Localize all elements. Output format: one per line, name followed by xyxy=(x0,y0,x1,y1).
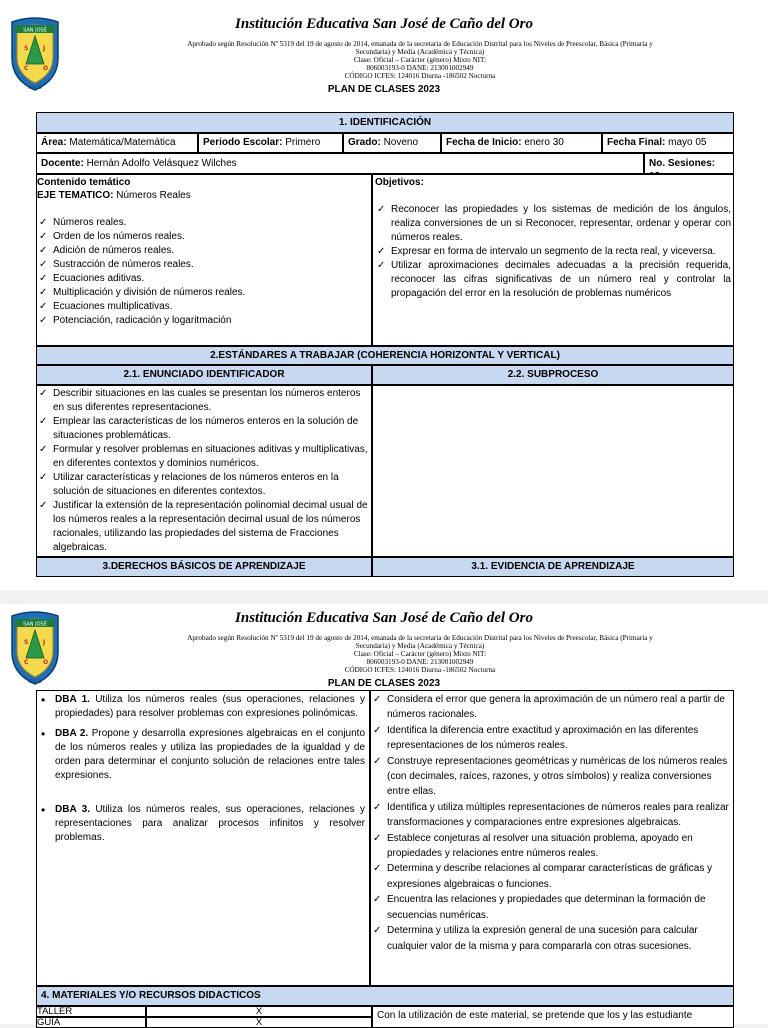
logo-foot-text: IESCO xyxy=(28,86,42,91)
evidencia-heading: 3.1. EVIDENCIA DE APRENDIZAJE xyxy=(372,557,734,577)
logo-letter-s: S xyxy=(24,45,29,52)
logo-banner-text: SAN JOSÉ xyxy=(23,621,47,628)
docente-cell xyxy=(36,153,644,174)
materiales-heading: 4. MATERIALES Y/O RECURSOS DIDACTICOS xyxy=(36,986,734,1006)
list-item: ✓ Orden de los números reales. xyxy=(37,230,371,244)
area-cell xyxy=(36,133,198,153)
document-header xyxy=(0,14,768,98)
logo-letter-c: C xyxy=(24,65,29,72)
plan-title: PLAN DE CLASES 2023 xyxy=(327,678,441,689)
dba-label: DBA 2. xyxy=(55,728,89,739)
dba-text: Utiliza los números reales, sus operaciones, relaciones y representaciones para analizar procesos infinitos y resolver problemas. xyxy=(55,804,365,843)
list-item: ✓ Determina y describe relaciones al comparar características de gráficas y expresiones algebraicas o funciones. xyxy=(371,861,731,892)
materiales-description: Con la utilización de este material, se pretende que los y las estudiante xyxy=(372,1006,734,1028)
logo-letter-o: O xyxy=(43,659,49,666)
dba-label: DBA 3. xyxy=(55,804,90,815)
eje-value: Números Reales xyxy=(116,190,191,201)
final-label: Fecha Final: xyxy=(607,137,666,148)
final-value: mayo 05 xyxy=(668,137,707,148)
material-name: TALLER xyxy=(36,1006,146,1017)
objetivos-cell xyxy=(372,174,734,346)
dba-item xyxy=(37,693,365,721)
identificacion-heading: 1. IDENTIFICACIÓN xyxy=(36,112,734,133)
dba-list xyxy=(37,693,365,845)
dba-item xyxy=(37,803,365,845)
material-name: GUIA xyxy=(36,1017,146,1028)
icfes-line: CÓDIGO ICFES: 124016 Diurna -186502 Nocturna xyxy=(344,666,496,674)
list-item: ✓ Identifica y utiliza múltiples representaciones de números reales para realizar transformaciones y comparaciones entre expresiones algebraicas. xyxy=(371,800,731,831)
logo-letter-s: S xyxy=(24,639,29,646)
logo-banner-text: SAN JOSÉ xyxy=(23,27,47,34)
plan-title: PLAN DE CLASES 2023 xyxy=(327,84,441,95)
list-item: ✓ Ecuaciones multiplicativas. xyxy=(37,300,371,314)
inicio-value: enero 30 xyxy=(524,137,564,148)
contenido-title: Contenido temático xyxy=(37,177,131,188)
final-cell xyxy=(602,133,734,153)
institution-name: Institución Educativa San José de Caño del Oro xyxy=(235,610,533,626)
approval-line: Aprobado según Resolución Nº 5319 del 19 de agosto de 2014, emanada de la secretaria de Educación Distrital para los Niveles de Preescolar, Básica (Primaria y xyxy=(187,634,653,642)
objetivos-list xyxy=(375,203,731,301)
nit-line: 806003193-0 DANE: 213001002949 xyxy=(366,64,474,72)
periodo-value: Primero xyxy=(285,137,321,148)
list-item: ✓ Describir situaciones en las cuales se presentan los números enteros en sus diferentes representaciones. xyxy=(37,387,371,415)
estandares-heading: 2.ESTÁNDARES A TRABAJAR (COHERENCIA HORIZONTAL Y VERTICAL) xyxy=(36,346,734,365)
logo-letter-o: O xyxy=(43,65,49,72)
document-header xyxy=(0,608,768,692)
eje-label: EJE TEMATICO: xyxy=(37,190,114,201)
nit-line: 806003193-0 DANE: 213001002949 xyxy=(366,658,474,666)
list-item: ✓ Sustracción de números reales. xyxy=(37,258,371,272)
logo-letter-c: C xyxy=(24,659,29,666)
institution-name: Institución Educativa San José de Caño del Oro xyxy=(235,16,533,32)
approval-line: Aprobado según Resolución Nº 5319 del 19 de agosto de 2014, emanada de la secretaria de Educación Distrital para los Niveles de Preescolar, Básica (Primaria y xyxy=(187,40,653,48)
subproceso-cell xyxy=(372,385,734,557)
enunciado-heading: 2.1. ENUNCIADO IDENTIFICADOR xyxy=(36,365,372,385)
approval-line-2: Secundaria) y Media (Académica y Técnica) xyxy=(355,642,485,650)
list-item: ✓ Emplear las características de los números enteros en la solución de situaciones problemáticas. xyxy=(37,415,371,443)
class-line: Clase: Oficial – Carácter (género) Mixto NIT: xyxy=(353,650,487,658)
list-item: ✓ Utilizar características y relaciones de los números enteros en la solución de situaciones en diferentes contextos. xyxy=(37,471,371,499)
grado-label: Grado: xyxy=(348,137,381,148)
list-item: ✓ Encuentra las relaciones y propiedades que determinan la formación de secuencias numéricas. xyxy=(371,892,731,923)
list-item: ✓ Construye representaciones geométricas y numéricas de los números reales (con decimales, raíces, razones, y otros símbolos) y realiza conversiones entre ellas. xyxy=(371,754,731,800)
page-2 xyxy=(0,604,768,1028)
sesiones-cell: No. Sesiones: xyxy=(644,153,734,174)
dba-label: DBA 1. xyxy=(55,694,90,705)
dba-text: Propone y desarrolla expresiones algebraicas en el conjunto de los números reales y utiliza las propiedades de la igualdad y de orden para determinar el conjunto solución de relaciones entre tales expresiones. xyxy=(55,728,366,781)
estandares-list xyxy=(37,387,371,555)
objetivos-title: Objetivos: xyxy=(375,177,424,188)
material-mark: X xyxy=(146,1017,372,1028)
dba-text: Utiliza los números reales (sus operaciones, relaciones y propiedades) para resolver problemas con expresiones polinómicas. xyxy=(55,694,366,719)
list-item: ✓ Determina y utiliza la expresión general de una sucesión para calcular cualquier valor de la misma y para compararla con otras sucesiones. xyxy=(371,923,731,954)
logo-letter-j: J xyxy=(43,45,46,52)
approval-line-2: Secundaria) y Media (Académica y Técnica) xyxy=(355,48,485,56)
list-item: ✓ Potenciación, radicación y logaritmación xyxy=(37,314,371,328)
periodo-label: Periodo Escolar: xyxy=(203,137,283,148)
list-item: ✓ Multiplicación y división de números reales. xyxy=(37,286,371,300)
grado-cell xyxy=(343,133,441,153)
evidencias-list xyxy=(371,692,731,954)
grado-value: Noveno xyxy=(383,137,419,148)
list-item: ✓ Formular y resolver problemas en situaciones aditivas y multiplicativas, en diferentes contextos y dominios numéricos. xyxy=(37,443,371,471)
list-item: ✓ Considera el error que genera la aproximación de un número real a partir de números racionales. xyxy=(371,692,731,723)
list-item: ✓ Números reales. xyxy=(37,216,371,230)
material-mark: X xyxy=(146,1006,372,1017)
area-value: Matemática/Matemática xyxy=(69,137,176,148)
list-item: ✓ Adición de números reales. xyxy=(37,244,371,258)
enunciado-cell xyxy=(36,385,372,557)
list-item: ✓ Expresar en forma de intervalo un segmento de la recta real, y viceversa. xyxy=(375,245,731,259)
list-item: ✓ Justificar la extensión de la representación polinomial decimal usual de los números reales a la representación decimal usual de los números racionales, utilizando las propiedades del sistema de Fracciones algebraicas. xyxy=(37,499,371,555)
list-item: ✓ Reconocer las propiedades y los sistemas de medición de los ángulos, realiza conversiones de un si Reconocer, representar, ordenar y operar con números reales. xyxy=(375,203,731,245)
dba-cell xyxy=(36,690,370,986)
list-item: ✓ Identifica la diferencia entre exactitud y aproximación en las diferentes representaciones de los números reales. xyxy=(371,723,731,754)
docente-value: Hernán Adolfo Velásquez Wilches xyxy=(86,158,237,169)
contenido-list xyxy=(37,216,371,328)
evidencia-cell xyxy=(370,690,734,986)
docente-label: Docente: xyxy=(41,158,84,169)
icfes-line: CÓDIGO ICFES: 124016 Diurna -186502 Nocturna xyxy=(344,72,496,80)
subproceso-heading: 2.2. SUBPROCESO xyxy=(372,365,734,385)
logo-letter-j: J xyxy=(43,639,46,646)
contenido-cell xyxy=(36,174,372,346)
dba-heading: 3.DERECHOS BÁSICOS DE APRENDIZAJE xyxy=(36,557,372,577)
inicio-cell xyxy=(441,133,602,153)
list-item: ✓ Establece conjeturas al resolver una situación problema, apoyado en propiedades y relaciones entre números reales. xyxy=(371,831,731,862)
class-line: Clase: Oficial – Carácter (género) Mixto NIT: xyxy=(353,56,487,64)
logo-foot-text: IESCO xyxy=(28,680,42,685)
list-item: ✓ Ecuaciones aditivas. xyxy=(37,272,371,286)
list-item: ✓ Utilizar aproximaciones decimales adecuadas a la precisión requerida, reconocer las cifras significativas de un número real y controlar la propagación del error en la resolución de problemas numéricos xyxy=(375,259,731,301)
dba-item xyxy=(37,727,365,783)
periodo-cell xyxy=(198,133,343,153)
area-label: Área: xyxy=(41,137,67,148)
inicio-label: Fecha de Inicio: xyxy=(446,137,522,148)
